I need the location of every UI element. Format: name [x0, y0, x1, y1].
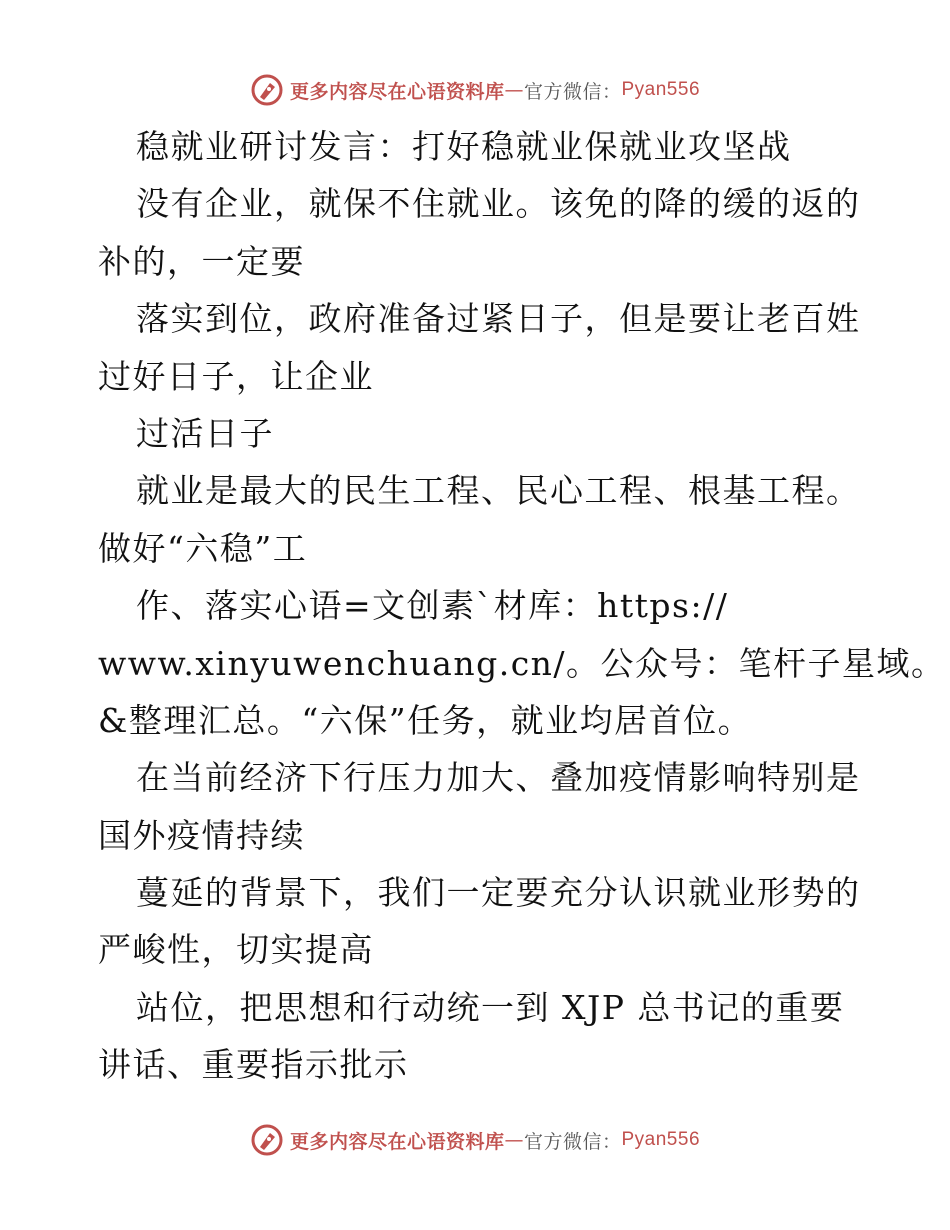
- paragraph-line: &整理汇总。“六保”任务，就业均居首位。: [98, 700, 753, 740]
- paragraph-line: 做好“六稳”工: [98, 528, 308, 568]
- paragraph-line: 讲话、重要指示批示: [98, 1045, 409, 1085]
- pen-nib-logo-icon: [250, 1123, 284, 1157]
- watermark-separator: —: [504, 1129, 524, 1151]
- paragraph-line: 在当前经济下行压力加大、叠加疫情影响特别是: [136, 758, 861, 798]
- paragraph-line: 作、落实心语=文创素`材库：https://: [136, 586, 729, 626]
- paragraph-line: 没有企业，就保不住就业。该免的降的缓的返的: [136, 184, 861, 224]
- paragraph-line: 过好日子，让企业: [98, 356, 374, 396]
- watermark-separator: —: [504, 79, 524, 101]
- watermark-text: 更多内容尽在心语资料库: [289, 1130, 505, 1153]
- pen-nib-logo-icon: [250, 73, 284, 107]
- document-body: [98, 118, 946, 1094]
- document-title: 稳就业研讨发言：打好稳就业保就业攻坚战: [136, 127, 792, 166]
- paragraph-line: 严峻性，切实提高: [98, 930, 374, 970]
- paragraph-line: 站位，把思想和行动统一到 XJP 总书记的重要: [136, 987, 845, 1027]
- paragraph-line: 补的，一定要: [98, 241, 305, 281]
- paragraph-line: 国外疫情持续: [98, 815, 305, 855]
- watermark-label: 官方微信：: [523, 1130, 622, 1153]
- header-watermark: [0, 70, 950, 110]
- paragraph-line: 蔓延的背景下，我们一定要充分认识就业形势的: [136, 873, 861, 913]
- watermark-label: 官方微信：: [523, 80, 622, 103]
- watermark-id: Pyan556: [621, 1129, 701, 1150]
- paragraph-line: 就业是最大的民生工程、民心工程、根基工程。: [136, 471, 861, 511]
- paragraph-line: 落实到位，政府准备过紧日子，但是要让老百姓: [136, 299, 861, 339]
- paragraph-line: 过活日子: [136, 413, 274, 453]
- watermark-text: 更多内容尽在心语资料库: [289, 80, 505, 103]
- watermark-id: Pyan556: [621, 79, 701, 100]
- footer-watermark: [0, 1120, 950, 1160]
- paragraph-line: www.xinyuwenchuang.cn/。公众号：笔杆子星域。: [98, 643, 946, 683]
